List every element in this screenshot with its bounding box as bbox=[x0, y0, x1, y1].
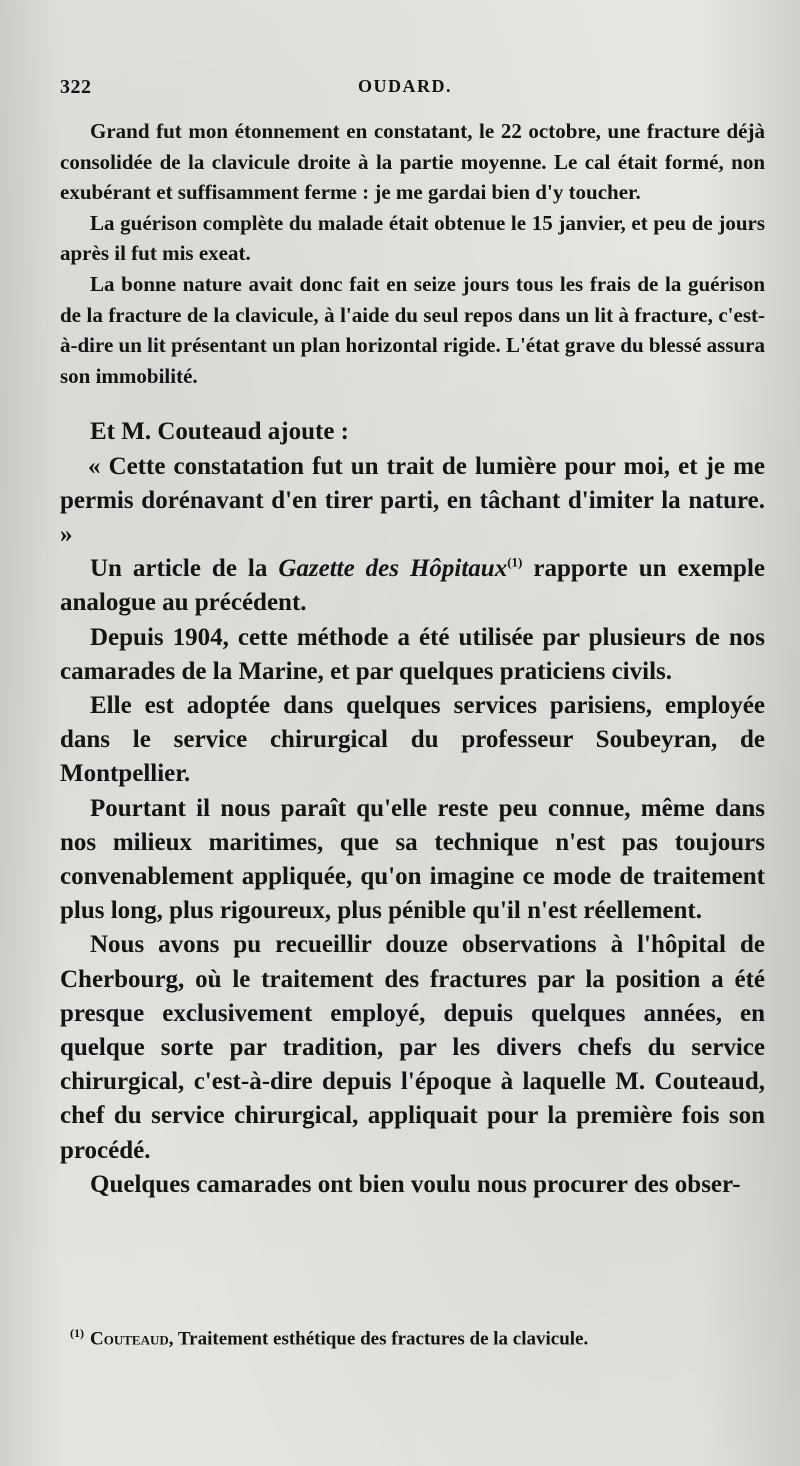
paragraph-2: La guérison complète du malade était obtenue le 15 janvier, et peu de jours après il fut mis exeat. bbox=[60, 210, 765, 266]
running-title: OUDARD. bbox=[358, 76, 452, 96]
running-head bbox=[60, 76, 750, 106]
footnote-mark: (1) bbox=[70, 1326, 84, 1340]
citation-trail-text: rapporte un exemple analogue au précédent. bbox=[60, 555, 765, 617]
citation-lead-text: Un article de la bbox=[90, 555, 279, 583]
journal-title: Gazette des Hôpitaux bbox=[278, 555, 508, 583]
paragraph-citation bbox=[60, 552, 765, 620]
page-number: 322 bbox=[60, 76, 92, 98]
paragraph-1: Grand fut mon étonnement en constatant, le 22 octobre, une fracture déjà consolidée de la clavicule droite à la partie moyenne. Le cal était formé, non exubérant et suffisamment ferme : je me gardai bien d'y toucher. bbox=[60, 119, 765, 205]
footnote-text: , Traitement esthétique des fractures de la clavicule. bbox=[168, 1328, 589, 1350]
paragraph-10: Nous avons pu recueillir douze observations à l'hôpital de Cherbourg, où le traitement des fractures par la position a été presque exclusivement employé, depuis quelques années, en quelque sorte par tradition, par les divers chefs du service chirurgical, c'est-à-dire depuis l'époque à laquelle M. Couteaud, chef du service chirurgical, appliquait pour la première fois son procédé. bbox=[60, 931, 765, 1164]
section-gap bbox=[60, 391, 765, 415]
footnote bbox=[70, 1320, 760, 1352]
paragraph-4: Et M. Couteaud ajoute : bbox=[90, 418, 350, 446]
paragraph-7: Depuis 1904, cette méthode a été utilisée par plusieurs de nos camarades de la Marine, et par quelques praticiens civils. bbox=[60, 623, 765, 685]
footnote-author: Couteaud bbox=[90, 1328, 169, 1350]
paragraph-11: Quelques camarades ont bien voulu nous procurer des obser- bbox=[90, 1170, 741, 1198]
body-text bbox=[60, 116, 765, 1202]
paragraph-9: Pourtant il nous paraît qu'elle reste peu connue, même dans nos milieux maritimes, que sa technique n'est pas toujours convenablement appliquée, qu'on imagine ce mode de traitement plus long, plus rigoureux, plus pénible qu'il n'est réellement. bbox=[60, 794, 765, 925]
quotation: « Cette constatation fut un trait de lumière pour moi, et je me permis dorénavant d'en tirer parti, en tâchant d'imiter la nature. » bbox=[60, 452, 765, 548]
footnote-reference: (1) bbox=[507, 554, 523, 570]
paragraph-8: Elle est adoptée dans quelques services parisiens, employée dans le service chirurgical du professeur Soubeyran, de Montpellier. bbox=[60, 691, 765, 788]
paragraph-3: La bonne nature avait donc fait en seize jours tous les frais de la guérison de la fracture de la clavicule, à l'aide du seul repos dans un lit à fracture, c'est-à-dire un lit présentant un plan horizontal rigide. L'état grave du blessé assura son immobilité. bbox=[60, 271, 765, 388]
